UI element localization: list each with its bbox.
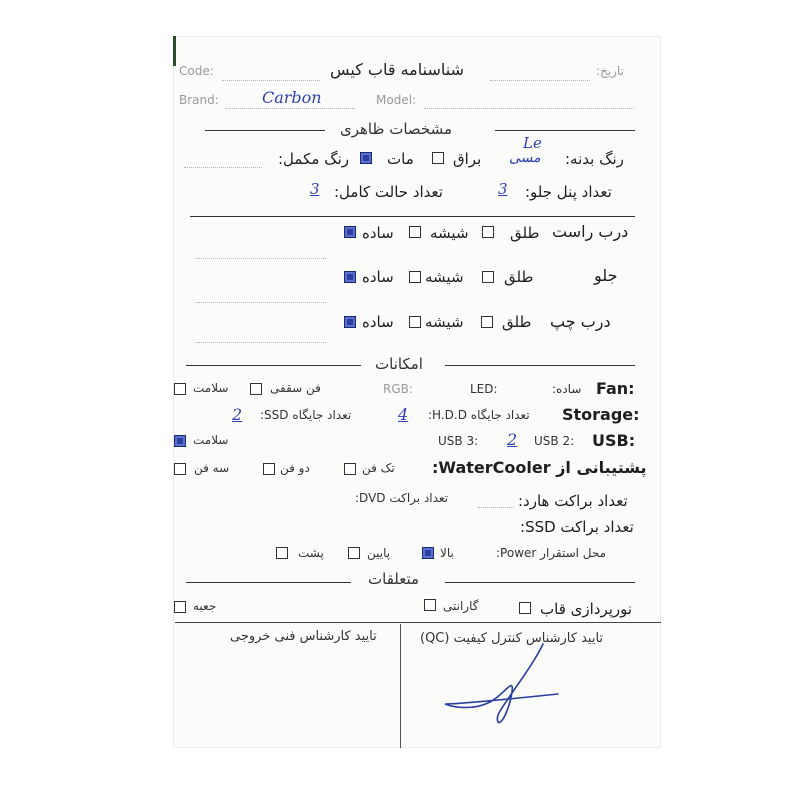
- door-left-glass-label: شیشه: [425, 313, 464, 331]
- door-front-plain-label: ساده: [362, 268, 394, 286]
- door-left-plain-checkbox[interactable]: [344, 316, 356, 328]
- power-bottom-label: پایین: [367, 546, 391, 560]
- fan-label: Fan:: [596, 379, 635, 398]
- single-fan-checkbox[interactable]: [344, 463, 356, 475]
- front-panel-count-label: تعداد پنل جلو:: [525, 183, 612, 201]
- triple-fan-label: سه فن: [194, 461, 230, 475]
- triple-fan-checkbox[interactable]: [174, 463, 186, 475]
- door-left-mesh-checkbox[interactable]: [481, 316, 493, 328]
- complement-color-label: رنگ مکمل:: [278, 150, 350, 168]
- model-label: Model:: [376, 93, 417, 107]
- door-left-glass-checkbox[interactable]: [409, 316, 421, 328]
- front-panel-count-value: 3: [498, 180, 508, 198]
- approvals-rule: [175, 622, 661, 623]
- ssd-slots-label: تعداد جایگاه SSD:: [260, 408, 352, 422]
- body-color-label: رنگ بدنه:: [565, 150, 624, 168]
- matte-checkbox[interactable]: [360, 152, 372, 164]
- fan-rgb-label: RGB:: [383, 382, 413, 396]
- door-right-plain-checkbox[interactable]: [344, 226, 356, 238]
- door-right-plain-label: ساده: [362, 224, 394, 242]
- brand-label: Brand:: [179, 93, 219, 107]
- door-left-mesh-label: طلق: [502, 313, 532, 331]
- usb3-label: USB 3:: [438, 434, 479, 448]
- dual-fan-checkbox[interactable]: [263, 463, 275, 475]
- date-label: تاریخ:: [596, 64, 624, 78]
- accessories-section-title: متعلقات: [368, 570, 420, 588]
- accessories-rule-left: [186, 582, 351, 583]
- section-rule-right: [495, 130, 635, 131]
- code-line: [222, 80, 320, 81]
- dvd-bracket-label: تعداد براکت DVD:: [355, 491, 449, 505]
- brand-value: Carbon: [262, 88, 322, 107]
- section-rule-left: [205, 130, 325, 131]
- door-right-glass-label: شیشه: [430, 224, 469, 242]
- door-front-mesh-checkbox[interactable]: [482, 271, 494, 283]
- power-top-label: بالا: [440, 546, 454, 560]
- approvals-divider: [400, 624, 401, 748]
- warranty-label: گارانتی: [443, 599, 479, 613]
- matte-label: مات: [387, 150, 414, 168]
- body-color-note: Le: [523, 134, 542, 152]
- hdd-slots-label: تعداد جایگاه H.D.D:: [428, 408, 530, 422]
- qc-approval-label: تایید کارشناس کنترل کیفیت (QC): [420, 631, 604, 646]
- usb-label: USB:: [592, 431, 636, 450]
- door-right-glass-checkbox[interactable]: [409, 226, 421, 238]
- door-front-plain-checkbox[interactable]: [344, 271, 356, 283]
- dual-fan-label: دو فن: [280, 461, 310, 475]
- complement-color-line: [184, 167, 262, 168]
- hard-bracket-label: تعداد براکت هارد:: [518, 492, 628, 510]
- body-color-value: مسی: [509, 150, 541, 166]
- doors-rule: [190, 216, 635, 217]
- features-section-title: امکانات: [375, 355, 423, 373]
- door-front-line: [196, 302, 326, 303]
- door-front-glass-checkbox[interactable]: [409, 271, 421, 283]
- door-front-glass-label: شیشه: [425, 268, 464, 286]
- power-position-label: محل استقرار Power:: [496, 546, 607, 560]
- hard-bracket-line: [478, 507, 514, 508]
- hdd-slots-value: 4: [398, 405, 409, 424]
- glossy-label: براق: [453, 150, 482, 168]
- door-left-label: درب چپ: [550, 312, 611, 331]
- usb-healthy-checkbox[interactable]: [174, 435, 186, 447]
- features-rule-right: [445, 365, 635, 366]
- fan-simple-label: ساده:: [552, 382, 582, 396]
- usb-healthy-label: سلامت: [193, 433, 229, 447]
- door-right-line: [196, 258, 326, 259]
- full-state-count-label: تعداد حالت کامل:: [334, 183, 443, 201]
- door-left-plain-label: ساده: [362, 313, 394, 331]
- case-lighting-checkbox[interactable]: [519, 602, 531, 614]
- model-line: [424, 108, 634, 109]
- appearance-section-title: مشخصات ظاهری: [340, 120, 453, 138]
- code-label: Code:: [179, 64, 214, 78]
- box-checkbox[interactable]: [174, 601, 186, 613]
- door-front-mesh-label: طلق: [504, 268, 534, 286]
- storage-label: Storage:: [562, 405, 640, 424]
- glossy-checkbox[interactable]: [432, 152, 444, 164]
- single-fan-label: تک فن: [362, 461, 395, 475]
- fan-healthy-label: سلامت: [193, 381, 229, 395]
- usb2-value: 2: [507, 430, 518, 449]
- fan-led-label: LED:: [470, 382, 498, 396]
- technical-approval-label: تایید کارشناس فنی خروجی: [230, 629, 377, 644]
- box-label: جعبه: [193, 599, 217, 613]
- fan-healthy-checkbox[interactable]: [174, 383, 186, 395]
- door-right-mesh-checkbox[interactable]: [482, 226, 494, 238]
- watercooler-label: پشتیبانی از WaterCooler:: [432, 458, 647, 477]
- usb2-label: USB 2:: [534, 434, 575, 448]
- case-lighting-label: نورپردازی قاب: [540, 600, 633, 618]
- paper-edge-shadow: [173, 36, 176, 66]
- door-right-mesh-label: طلق: [510, 224, 540, 242]
- date-line: [490, 80, 590, 81]
- page-title: شناسنامه قاب کیس: [330, 60, 464, 79]
- features-rule-left: [186, 365, 361, 366]
- warranty-checkbox[interactable]: [424, 599, 436, 611]
- brand-line: [225, 108, 355, 109]
- door-front-label: جلو: [594, 266, 618, 285]
- ssd-slots-value: 2: [232, 405, 243, 424]
- power-back-checkbox[interactable]: [276, 547, 288, 559]
- power-back-label: پشت: [298, 546, 324, 560]
- accessories-rule-right: [445, 582, 635, 583]
- door-right-label: درب راست: [552, 222, 629, 241]
- power-top-checkbox[interactable]: [422, 547, 434, 559]
- ssd-bracket-label: تعداد براکت SSD:: [520, 518, 634, 536]
- power-bottom-checkbox[interactable]: [348, 547, 360, 559]
- door-left-line: [196, 342, 326, 343]
- full-state-count-value: 3: [310, 180, 320, 198]
- ceiling-fan-checkbox[interactable]: [250, 383, 262, 395]
- ceiling-fan-label: فن سقفی: [270, 381, 321, 395]
- qc-signature: [440, 636, 570, 731]
